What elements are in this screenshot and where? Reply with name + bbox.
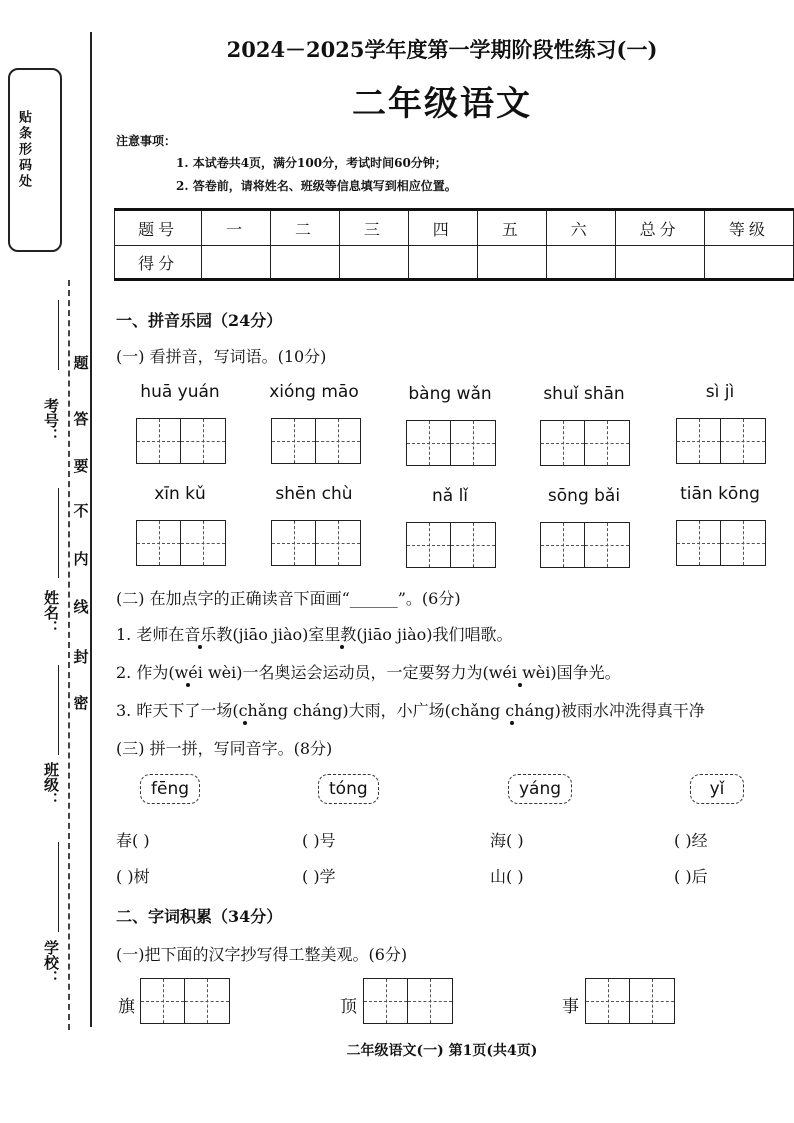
subject-title: 二年级语文 xyxy=(352,84,532,124)
seal-char: 内 xyxy=(73,550,89,568)
seal-dashed-line xyxy=(68,280,70,1030)
table-cell: 二 xyxy=(271,210,340,246)
class-label: 班级： xyxy=(42,762,60,807)
pinyin-tag: yáng xyxy=(508,774,572,804)
score-table-header-row xyxy=(115,210,794,246)
score-cell[interactable] xyxy=(408,246,477,280)
section-title: 二、字词积累（34分） xyxy=(116,907,283,926)
pinyin-tag: fēng xyxy=(140,774,200,804)
writing-grid[interactable] xyxy=(585,978,675,1024)
pinyin-prompt: shuǐ shān xyxy=(543,384,625,404)
question-item: 1. 老师在音乐教(jiāo jiào)室里教(jiāo jiào)我们唱歌。 xyxy=(116,625,513,644)
school-label: 学校： xyxy=(42,940,60,985)
writing-grid[interactable] xyxy=(540,522,630,568)
emphasis-dot xyxy=(198,645,202,649)
score-cell[interactable] xyxy=(615,246,704,280)
score-cell[interactable] xyxy=(339,246,408,280)
writing-grid[interactable] xyxy=(136,418,226,464)
score-cell[interactable] xyxy=(546,246,615,280)
writing-grid[interactable] xyxy=(271,520,361,566)
writing-grid[interactable] xyxy=(676,418,766,464)
score-cell[interactable] xyxy=(271,246,340,280)
question-title: (三) 拼一拼，写同音字。(8分) xyxy=(116,739,333,758)
score-cell[interactable] xyxy=(477,246,546,280)
table-cell: 四 xyxy=(408,210,477,246)
pinyin-prompt: tiān kōng xyxy=(680,484,760,504)
margin-line xyxy=(90,32,92,1027)
pinyin-prompt: sōng bǎi xyxy=(547,486,621,506)
seal-char: 封 xyxy=(73,648,89,666)
pinyin-prompt: bàng wǎn xyxy=(408,384,492,404)
pinyin-tag: yǐ xyxy=(690,774,744,804)
fill-blank[interactable]: 海( ) xyxy=(490,831,524,850)
writing-grid[interactable] xyxy=(406,420,496,466)
notice-item: 1. 本试卷共4页，满分100分，考试时间60分钟； xyxy=(176,156,447,170)
seal-char: 答 xyxy=(73,410,89,428)
table-cell: 等级 xyxy=(704,210,793,246)
fill-blank[interactable]: ( )树 xyxy=(116,867,150,886)
fill-blank[interactable]: 春( ) xyxy=(116,831,150,850)
table-cell: 一 xyxy=(202,210,271,246)
table-cell: 得分 xyxy=(115,246,202,280)
score-table-score-row xyxy=(115,246,794,280)
question-title: (二) 在加点字的正确读音下面画“______”。(6分) xyxy=(116,589,461,608)
writing-grid[interactable] xyxy=(540,420,630,466)
pinyin-prompt: nǎ lǐ xyxy=(431,486,469,506)
question-title: (一) 看拼音，写词语。(10分) xyxy=(116,347,327,366)
exam-number-line[interactable] xyxy=(58,300,59,370)
barcode-label: 贴条形码处 xyxy=(16,110,31,190)
table-cell: 总分 xyxy=(615,210,704,246)
pinyin-prompt: huā yuán xyxy=(140,382,220,402)
seal-char: 不 xyxy=(73,502,89,520)
copy-char: 事 xyxy=(562,997,579,1017)
seal-char: 密 xyxy=(73,694,89,712)
fill-blank[interactable]: 山( ) xyxy=(490,867,524,886)
pinyin-prompt: shēn chù xyxy=(275,484,353,504)
copy-char: 旗 xyxy=(118,997,135,1017)
section-title: 一、拼音乐园（24分） xyxy=(116,311,283,330)
writing-grid[interactable] xyxy=(676,520,766,566)
school-line[interactable] xyxy=(58,842,59,932)
writing-grid[interactable] xyxy=(363,978,453,1024)
class-line[interactable] xyxy=(58,665,59,755)
question-item: 2. 作为(wéi wèi)一名奥运会运动员，一定要努力为(wéi wèi)国争光。 xyxy=(116,663,621,682)
emphasis-dot xyxy=(510,721,514,725)
emphasis-dot xyxy=(518,683,522,687)
fill-blank[interactable]: ( )学 xyxy=(302,867,336,886)
pinyin-tag: tóng xyxy=(318,774,379,804)
writing-grid[interactable] xyxy=(406,522,496,568)
score-cell[interactable] xyxy=(202,246,271,280)
notice-item: 2. 答卷前，请将姓名、班级等信息填写到相应位置。 xyxy=(176,179,457,193)
fill-blank[interactable]: ( )后 xyxy=(674,867,708,886)
score-table xyxy=(114,208,794,281)
question-title: (一)把下面的汉字抄写得工整美观。(6分) xyxy=(116,945,408,964)
name-label: 姓名： xyxy=(42,590,60,635)
fill-blank[interactable]: ( )号 xyxy=(302,831,336,850)
question-item: 3. 昨天下了一场(chǎng cháng)大雨，小广场(chǎng cháng)被雨水冲洗得真干净 xyxy=(116,701,705,720)
writing-grid[interactable] xyxy=(140,978,230,1024)
writing-grid[interactable] xyxy=(136,520,226,566)
exam-title: 2024－2025学年度第一学期阶段性练习(一) xyxy=(226,37,658,62)
pinyin-prompt: sì jì xyxy=(705,382,735,402)
name-line[interactable] xyxy=(58,488,59,578)
emphasis-dot xyxy=(340,645,344,649)
table-cell: 题号 xyxy=(115,210,202,246)
emphasis-dot xyxy=(186,683,190,687)
copy-char: 顶 xyxy=(340,997,357,1017)
notice-heading: 注意事项： xyxy=(116,134,177,148)
score-cell[interactable] xyxy=(704,246,793,280)
emphasis-dot xyxy=(243,721,247,725)
seal-char: 线 xyxy=(73,598,89,616)
table-cell: 三 xyxy=(339,210,408,246)
seal-char: 要 xyxy=(73,457,89,475)
page-footer: 二年级语文(一) 第1页(共4页) xyxy=(346,1043,538,1059)
table-cell: 五 xyxy=(477,210,546,246)
fill-blank[interactable]: ( )经 xyxy=(674,831,708,850)
writing-grid[interactable] xyxy=(271,418,361,464)
pinyin-prompt: xióng māo xyxy=(269,382,359,402)
table-cell: 六 xyxy=(546,210,615,246)
pinyin-prompt: xīn kǔ xyxy=(154,484,206,504)
exam-number-label: 考号： xyxy=(42,398,60,443)
seal-char: 题 xyxy=(73,354,89,372)
